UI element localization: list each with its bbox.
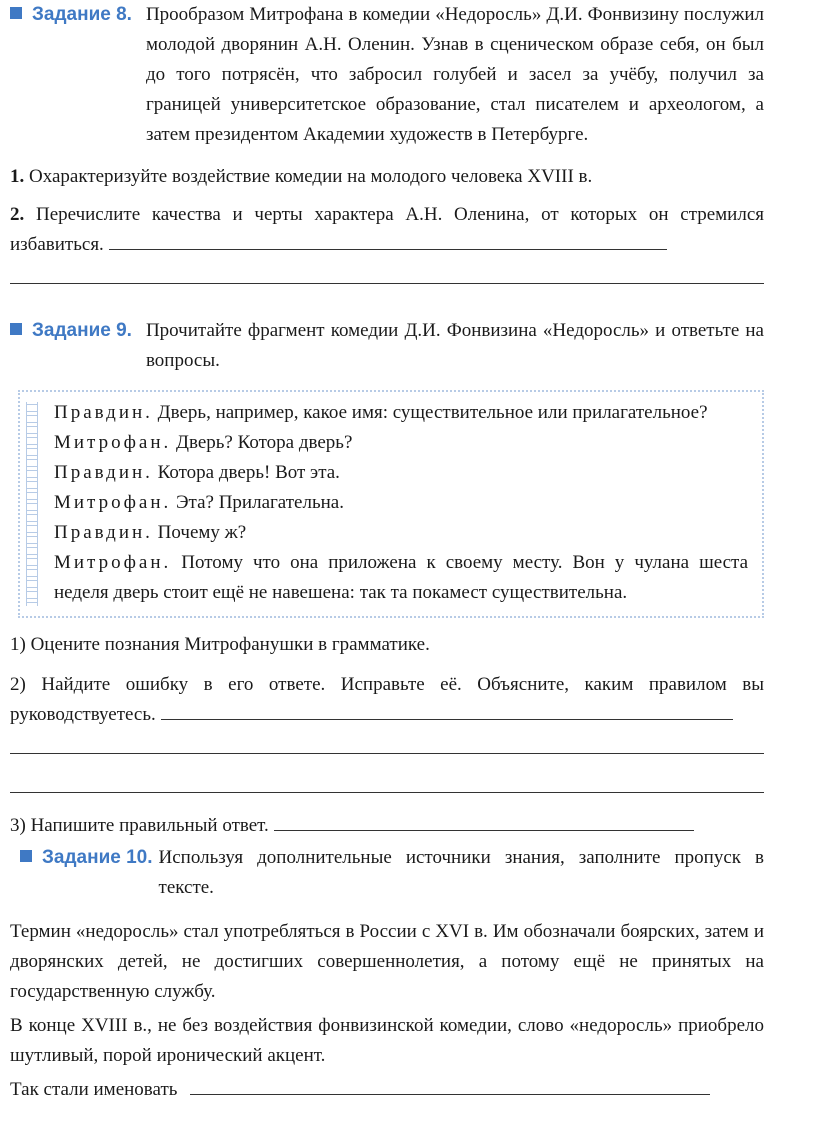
task-10-paragraph-2: В конце XVIII в., не без воздействия фонвизинской комедии, слово «недоросль» приобрело шутливый, порой иронический акцент. <box>10 1015 764 1066</box>
dialogue-line: Митрофан. Потому что она приложена к своему месту. Вон у чулана шеста неделя дверь стоит ещё не навешена: так та покамест существительна. <box>54 552 749 603</box>
answer-line[interactable] <box>190 1076 710 1095</box>
task-10-label: Задание 10. <box>42 847 153 868</box>
dialogue-line: Правдин. Котора дверь! Вот эта. <box>54 462 340 483</box>
task-8-text: Прообразом Митрофана в комедии «Недоросль» Д.И. Фонвизину послужил молодой дворянин А.Н. Оленин. Узнав в сценическом образе себя, он был до того потрясён, что забросил голубей и засел за учёбу, получил за границей университетское образование, стал писателем и археологом, а затем президентом Академии художеств в Петербурге. <box>145 4 764 145</box>
task-10-paragraph-1: Термин «недоросль» стал употребляться в России с XVI в. Им обозначали боярских, затем и дворянских детей, не достигших совершеннолетия, а потому ещё не принятых на государственную службу. <box>10 921 764 1002</box>
task-10-text: Используя дополнительные источники знания, заполните пропуск в тексте. <box>158 847 764 898</box>
dialogue-fragment <box>18 390 764 618</box>
speaker-name: Митрофан. <box>54 432 172 453</box>
speaker-name: Митрофан. <box>54 552 172 573</box>
task-bullet-icon <box>20 850 32 862</box>
task-8-question-1: 1. Охарактеризуйте воздействие комедии на молодого человека XVIII в. <box>10 166 593 187</box>
answer-line[interactable] <box>274 812 694 831</box>
task-9-label: Задание 9. <box>32 320 132 341</box>
task-bullet-icon <box>10 7 22 19</box>
task-10-paragraph-3: Так стали именовать <box>10 1075 764 1105</box>
dialogue-line: Правдин. Дверь, например, какое имя: существительное или прилагательное? <box>54 402 708 423</box>
speaker-name: Митрофан. <box>54 492 172 513</box>
task-9-question-1: 1) Оцените познания Митрофанушки в грамматике. <box>10 634 430 655</box>
task-9-question-2: 2) Найдите ошибку в его ответе. Исправьте её. Объясните, каким правилом вы руководствуетесь. <box>10 674 764 725</box>
task-9-question-3: 3) Напишите правильный ответ. <box>10 811 764 841</box>
frame-rail <box>26 402 38 606</box>
dialogue-line: Митрофан. Эта? Прилагательна. <box>54 492 344 513</box>
answer-line[interactable] <box>10 791 764 793</box>
task-8-label: Задание 8. <box>32 4 132 25</box>
answer-line[interactable] <box>10 752 764 754</box>
answer-line[interactable] <box>10 282 764 284</box>
answer-line[interactable] <box>161 701 733 720</box>
speaker-name: Правдин. <box>54 462 153 483</box>
speaker-name: Правдин. <box>54 402 153 423</box>
dialogue-line: Митрофан. Дверь? Котора дверь? <box>54 432 353 453</box>
task-9-text: Прочитайте фрагмент комедии Д.И. Фонвизина «Недоросль» и ответьте на вопросы. <box>145 320 764 371</box>
task-8-question-2: 2. Перечислите качества и черты характера А.Н. Оленина, от которых он стремился избавиться. <box>10 204 765 255</box>
task-8 <box>10 0 764 150</box>
task-bullet-icon <box>10 323 22 335</box>
dialogue-line: Правдин. Почему ж? <box>54 522 247 543</box>
speaker-name: Правдин. <box>54 522 153 543</box>
task-10 <box>10 843 764 903</box>
answer-line[interactable] <box>109 231 667 250</box>
task-9 <box>10 316 764 376</box>
